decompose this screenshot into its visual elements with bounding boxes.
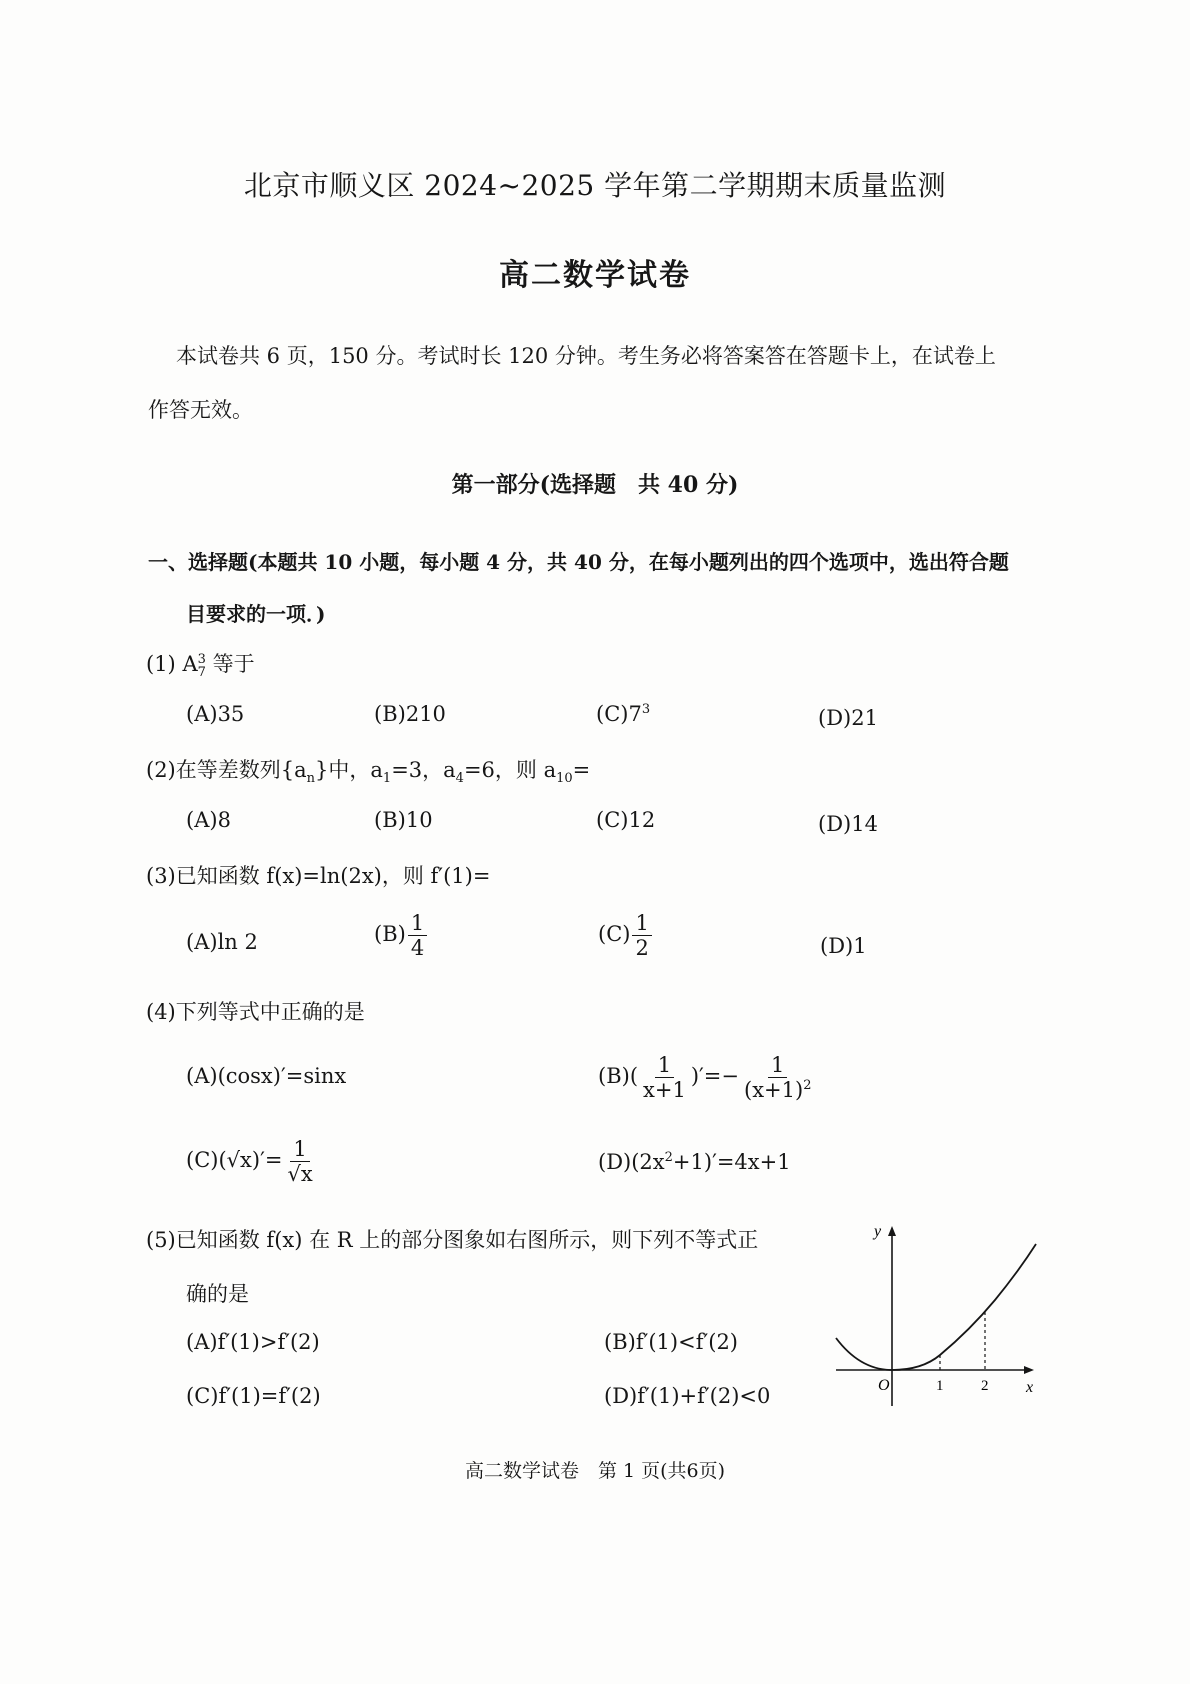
notice-line-2: 作答无效。 [148,398,253,422]
question-2-stem: (2)在等差数列$\{a_n\}$中，$a_1=3$，$a_4=6$，则 $a_{10}=$ [146,758,591,787]
function-curve [836,1244,1036,1370]
q1-option-d[interactable]: (D)21 [818,706,878,730]
q1-option-c[interactable]: $(C)7^3$ [596,702,651,726]
y-axis-arrow [888,1226,896,1236]
notice-line-1: 本试卷共 6 页，150 分。考试时长 120 分钟。考生务必将答案答在答题卡上，在试卷上 [176,344,996,368]
section-title: 第一部分(选择题 共 40 分) [451,472,739,498]
q2-option-b[interactable]: (B)10 [374,808,433,832]
q4-option-d[interactable]: $(D)(2x^2+1)'=4x+1$ [598,1150,791,1174]
question-4-stem: (4)下列等式中正确的是 [146,1000,365,1024]
exam-subtitle: 高二数学试卷 [499,258,691,293]
q5-option-a[interactable]: (A)f′(1)>f′(2) [186,1330,320,1354]
q5-option-d[interactable]: (D)f′(1)+f′(2)<0 [604,1384,771,1408]
q3-option-d[interactable]: (D)1 [820,934,867,958]
instruction-line-2: 目要求的一项．) [186,602,326,626]
q4-option-b[interactable]: (B)( $\frac{1}{x+1}$ )′=− $\frac{1}{(x+1)^2}$ [598,1053,812,1103]
x-axis-label: x [1026,1379,1034,1396]
q3-option-a[interactable]: (A)ln 2 [186,930,258,954]
question-1-stem: (1) A 3 7 等于 [146,651,255,680]
page-footer: 高二数学试卷 第 1 页(共6页) [464,1460,726,1482]
question-5-stem-line-2: 确的是 [186,1282,249,1306]
x-axis-arrow [1024,1366,1034,1374]
origin-label: O [878,1377,890,1394]
q3-option-c[interactable]: (C) $\frac{1}{2}$ [598,912,654,959]
q3-option-b[interactable]: (B) $\frac{1}{4}$ [374,912,429,959]
q5-option-c[interactable]: (C)f′(1)=f′(2) [186,1384,321,1408]
question-number: (1) [146,652,176,676]
q1-option-b[interactable]: (B)210 [374,702,446,726]
q4-option-c[interactable]: (C)(√x)′= $\frac{1}{√x}$ [186,1137,313,1187]
q5-option-b[interactable]: (B)f′(1)<f′(2) [604,1330,738,1354]
function-graph [830,1220,1040,1410]
q1-option-a[interactable]: (A)35 [186,702,245,726]
q2-option-d[interactable]: (D)14 [818,812,878,836]
exam-title: 北京市顺义区 2024~2025 学年第二学期期末质量监测 [243,169,947,202]
q4-option-a[interactable]: (A)(cosx)′=sinx [186,1064,347,1088]
tick-label-2: 2 [981,1378,989,1394]
y-axis-label: y [874,1223,882,1240]
q2-option-c[interactable]: (C)12 [596,808,656,832]
tick-label-1: 1 [936,1378,944,1394]
question-5-stem-line-1: (5)已知函数 f(x) 在 R 上的部分图象如右图所示，则下列不等式正 [146,1228,759,1252]
instruction-line-1: 一、选择题(本题共 10 小题，每小题 4 分，共 40 分，在每小题列出的四个选项中，选出符合题 [148,550,1009,574]
question-3-stem: (3)已知函数 f(x)=ln(2x)，则 f′(1)= [146,864,491,888]
permutation-symbol: A 3 7 [182,651,206,680]
q2-option-a[interactable]: (A)8 [186,808,231,832]
